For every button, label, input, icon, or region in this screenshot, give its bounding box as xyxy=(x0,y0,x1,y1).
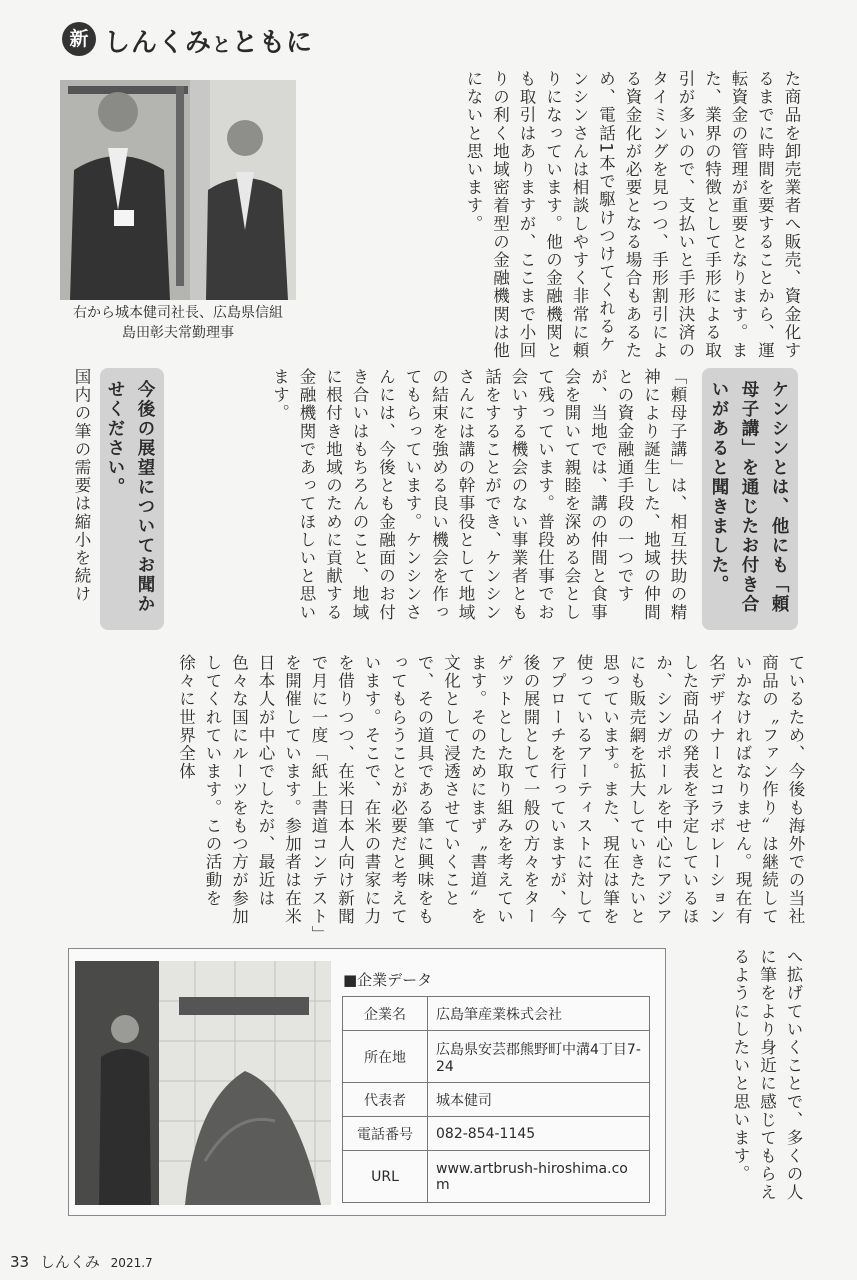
table-row xyxy=(343,1031,650,1083)
interview-photo-illustration xyxy=(60,80,296,300)
row-value: 082-854-1145 xyxy=(428,1117,650,1151)
row-label: 企業名 xyxy=(343,997,428,1031)
row-value: 城本健司 xyxy=(428,1083,650,1117)
table-row xyxy=(343,997,650,1031)
photo-caption xyxy=(40,303,316,343)
question-box-1: ケンシンとは、他にも「頼母子講」を通じたお付き合いがあると聞きました。 xyxy=(702,368,798,630)
question-box-2: 今後の展望についてお聞かせください。 xyxy=(100,368,164,630)
row-label: 所在地 xyxy=(343,1031,428,1083)
company-data-table xyxy=(342,996,650,1203)
interview-photo xyxy=(60,80,296,300)
issue-date: 2021.7 xyxy=(110,1256,153,1270)
title-part-a: しんくみ xyxy=(104,28,213,58)
row-label: 電話番号 xyxy=(343,1117,428,1151)
body-text-1: た商品を卸売業者へ販売、資金化するまでに時間を要することから、運転資金の管理が重要となります。また、業界の特徴として手形による取引が多いので、支払いと手形決済のタイミングを見つつ、手形割引による資金化が必要となる場合もあるため、電話1本で駆けつけてくれるケンシンさんは相談しやすく非常に頼りになっています。他の金融機関とも取引はありますが、ここまで小回りの利く地域密着型の金融機関は他にないと思います。 xyxy=(464,70,801,360)
company-photo-illustration xyxy=(75,961,331,1205)
title-part-c: ともに xyxy=(232,28,314,58)
body-text-3-continuation: ているため、今後も海外での当社商品の〝ファン作り〟は継続していかなければなりません。現在有名デザイナーとコラボレーションした商品の発表を予定しているほか、シンガポールを中心にアジアにも販売網を拡大していきたいと思っています。また、現在は筆を使っているアーティストに対してアプローチを行っていますが、今後の展開として一般の方々をターゲットとした取り組みを考えています。そのためにまず〝書道〟を文化として浸透させていくことで、その道具である筆に興味をもってもらうことが必要だと考えています。そこで、在米の書家に力を借りつつ、在米日本人向け新聞で月に一度「紙上書道コンテスト」を開催しています。参加者は在米日本人が中心でしたが、最近は色々な国にルーツをもつ方が参加してくれています。この活動を徐々に世界全体 xyxy=(176,654,805,936)
row-label: 代表者 xyxy=(343,1083,428,1117)
company-data-heading: ■企業データ xyxy=(343,971,433,989)
row-label: URL xyxy=(343,1151,428,1203)
body-text-2: 「頼母子講」は、相互扶助の精神により誕生した、地域の仲間との資金融通手段の一つですが、当地では、講の仲間と食事会を開いて親睦を深める会として残っています。普段仕事でお会いする機会のない事業者とも話をすることができ、ケンシンさんには講の幹事役として地域の結束を強める良い機会を作ってもらっています。ケンシンさんには、今後とも金融面のお付き合いはもちろんのこと、地域に根付き地域のために貢献する金融機関であってほしいと思います。 xyxy=(270,368,687,622)
row-value: www.artbrush-hiroshima.com xyxy=(428,1151,650,1203)
row-value: 広島筆産業株式会社 xyxy=(428,997,650,1031)
body-text-3-continued xyxy=(60,654,808,939)
page-number: 33 xyxy=(10,1253,30,1271)
caption-line-2: 島田彰夫常勤理事 xyxy=(122,325,234,341)
table-row xyxy=(343,1117,650,1151)
page-footer xyxy=(10,1251,153,1272)
caption-line-1: 右から城本健司社長、広島県信組 xyxy=(73,305,283,321)
row-value: 広島県安芸郡熊野町中溝4丁目7-24 xyxy=(428,1031,650,1083)
company-photo xyxy=(75,961,331,1205)
body-text-4: へ拡げていくことで、多くの人に筆をより身近に感じてもらえるようにしたいと思います。 xyxy=(731,948,803,1202)
magazine-name: しんくみ xyxy=(39,1253,100,1271)
table-row xyxy=(343,1151,650,1203)
section-title xyxy=(104,22,313,59)
title-part-b: と xyxy=(212,34,233,56)
table-row xyxy=(343,1083,650,1117)
section-badge: 新 xyxy=(62,22,96,56)
body-text-3: 国内の筆の需要は縮小を続け xyxy=(72,368,91,604)
